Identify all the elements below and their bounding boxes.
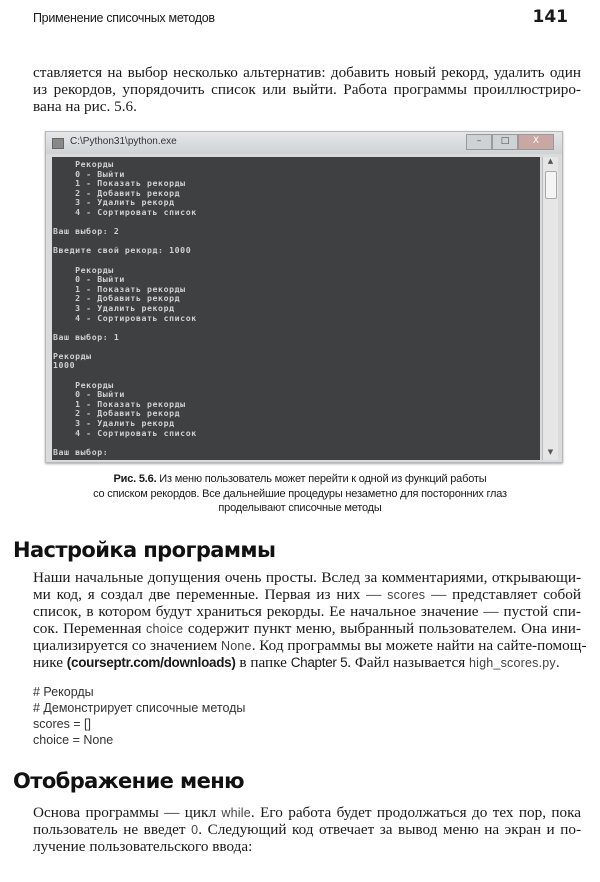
text-line xyxy=(33,64,581,81)
console-screenshot-figure xyxy=(45,131,563,463)
section-heading: Отображение меню xyxy=(13,769,244,793)
inline-term: 0 xyxy=(191,823,199,837)
minimize-button[interactable]: – xyxy=(466,134,492,150)
text-run: . xyxy=(555,654,560,671)
console-line: Ваш выбор: 1 xyxy=(53,331,120,342)
text-line xyxy=(33,603,581,620)
code-listing xyxy=(33,684,245,748)
text-line xyxy=(33,637,587,654)
console-line: 4 - Сортировать список xyxy=(53,427,197,438)
console-line xyxy=(53,218,540,228)
text-line xyxy=(33,804,581,821)
window-titlebar xyxy=(46,132,562,154)
text-run: ми код, я создал две переменные. Первая из них — xyxy=(33,586,388,603)
console-line: Введите свой рекорд: 1000 xyxy=(53,245,192,256)
console-line: 2 - Добавить рекорд xyxy=(53,408,181,419)
text-run: циализируется со значением xyxy=(33,637,222,654)
text-run: вана на рис. 5.6. xyxy=(33,98,137,115)
console-app-icon xyxy=(52,138,64,149)
console-line xyxy=(53,256,540,266)
running-title: Применение списочных методов xyxy=(33,11,215,25)
console-line xyxy=(53,342,540,352)
scrollbar-thumb[interactable] xyxy=(545,171,557,199)
text-run: . Его работа будет продолжаться до тех пор, пока xyxy=(250,804,581,821)
caption-line: проделывают списочные методы xyxy=(218,502,382,514)
console-line: 4 - Сортировать список xyxy=(53,312,197,323)
console-line: 0 - Выйти xyxy=(53,274,125,285)
text-run: список, в котором будут храниться рекорды. Ее начальное значение — пустой спи- xyxy=(33,603,581,620)
maximize-button[interactable]: □ xyxy=(492,134,518,150)
text-run: из рекордов, упорядочить список или выйти. Работа программы проиллюстриро- xyxy=(33,81,581,98)
text-run: содержит пункт меню, выбранный пользователем. Она ини- xyxy=(183,620,581,637)
close-button[interactable]: X xyxy=(518,134,554,150)
console-line: 4 - Сортировать список xyxy=(53,206,197,217)
console-line: 1 - Показать рекорды xyxy=(53,178,186,189)
text-run: Наши начальные допущения очень просты. Вслед за комментариями, открывающи- xyxy=(33,569,581,586)
console-line: 1 - Показать рекорды xyxy=(53,283,186,294)
console-line: Ваш выбор: xyxy=(53,446,109,457)
console-line: 3 - Удалить рекорд xyxy=(53,418,175,429)
text-run: нике xyxy=(33,654,67,671)
console-output xyxy=(52,157,540,460)
console-line: 0 - Выйти xyxy=(53,389,125,400)
console-line: Рекорды xyxy=(53,379,114,390)
console-line: 3 - Удалить рекорд xyxy=(53,302,175,313)
console-line: 1 - Показать рекорды xyxy=(53,398,186,409)
code-line: scores = [] xyxy=(33,717,92,731)
console-line: 3 - Удалить рекорд xyxy=(53,197,175,208)
inline-term: (courseptr.com/downloads) xyxy=(66,655,236,670)
text-run: лучение пользовательского ввода: xyxy=(33,838,253,855)
text-line xyxy=(33,654,581,671)
text-line xyxy=(33,586,581,603)
inline-term: Chapter 5 xyxy=(290,655,348,670)
text-line xyxy=(33,821,581,838)
console-line: 2 - Добавить рекорд xyxy=(53,293,181,304)
console-line: 2 - Добавить рекорд xyxy=(53,187,181,198)
text-run: пользователь не введет xyxy=(33,821,192,838)
inline-term: None xyxy=(221,639,252,653)
console-line xyxy=(53,323,540,333)
inline-term: scores xyxy=(387,588,426,602)
console-line: Рекорды xyxy=(53,350,92,361)
scroll-up-arrow-icon[interactable]: ▲ xyxy=(547,157,554,165)
section-heading: Настройка программы xyxy=(13,538,276,562)
section-paragraph xyxy=(33,804,581,855)
console-line: Рекорды xyxy=(53,159,114,169)
code-line: # Рекорды xyxy=(33,685,94,699)
scroll-down-arrow-icon[interactable]: ▼ xyxy=(547,448,554,456)
text-line xyxy=(33,620,581,637)
window-title: C:\Python31\python.exe xyxy=(70,136,177,147)
caption-label: Рис. 5.6. xyxy=(113,473,157,485)
text-run: ставляется на выбор несколько альтернатив: добавить новый рекорд, удалить один xyxy=(33,64,581,81)
inline-term: high_scores.py xyxy=(469,656,556,670)
text-run: в папке xyxy=(235,654,291,671)
page-number: 141 xyxy=(532,7,568,27)
console-line: 0 - Выйти xyxy=(53,168,125,179)
text-line xyxy=(33,98,581,115)
scrollbar[interactable] xyxy=(542,157,558,460)
text-line xyxy=(33,838,581,855)
text-run: — представляет собой xyxy=(425,586,581,603)
text-line xyxy=(33,81,581,98)
console-line xyxy=(53,371,540,381)
caption-line: Из меню пользователь может перейти к одной из функций работы xyxy=(159,473,487,485)
code-line: # Демонстрирует списочные методы xyxy=(33,701,246,715)
text-run: Основа программы — цикл xyxy=(33,804,222,821)
console-line: 1000 xyxy=(53,360,76,371)
text-run: . Следующий код отвечает за вывод меню на экран и по- xyxy=(198,821,582,838)
text-run: . Файл называется xyxy=(347,654,469,671)
code-line: choice = None xyxy=(33,733,114,747)
text-run: . Код программы вы можете найти на сайте-помощ- xyxy=(251,637,587,654)
text-line xyxy=(33,569,581,586)
figure-caption xyxy=(50,472,550,516)
inline-term: choice xyxy=(146,622,184,636)
inline-term: while xyxy=(221,806,251,820)
caption-line: со списком рекордов. Все дальнейшие процедуры незаметно для посторонних глаз xyxy=(93,487,507,500)
console-line: Рекорды xyxy=(53,264,114,275)
console-line: Ваш выбор: 2 xyxy=(53,226,120,237)
intro-paragraph xyxy=(33,64,581,115)
console-line xyxy=(53,438,540,448)
section-paragraph xyxy=(33,569,587,671)
text-run: сок. Переменная xyxy=(33,620,146,637)
